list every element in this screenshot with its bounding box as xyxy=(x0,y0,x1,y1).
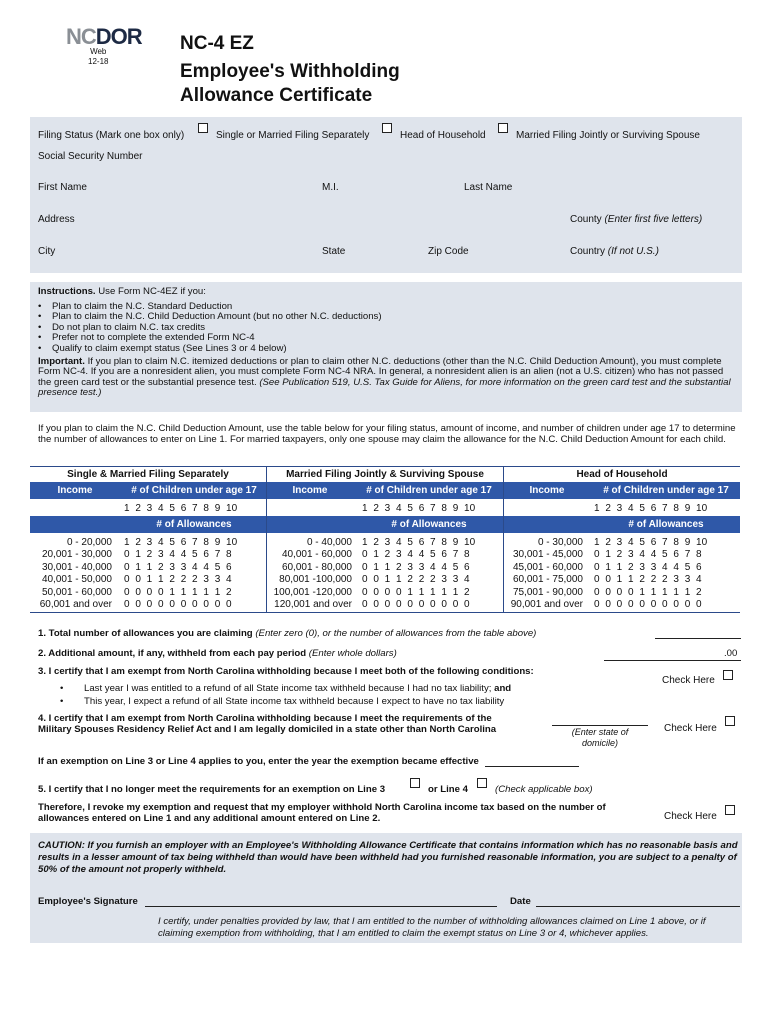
joint-label: Married Filing Jointly or Surviving Spouse xyxy=(516,130,700,141)
allowance-values: 1 2 3 4 5 6 7 8 9 10 0 1 2 3 4 4 5 6 7 8 0 1 1 2 3 3 4 4 5 6 0 0 1 1 2 2 2 3 3 4 0 0 0 0 1 1 1 1 1 2 0 0 0 0 0 0 0 0 0 0 xyxy=(594,537,708,611)
line-3-label: 3. I certify that I am exempt from North Carolina withholding because I meet both of the following conditions: xyxy=(38,666,534,677)
city-label: City xyxy=(38,246,56,257)
list-item: • Do not plan to claim N.C. tax credits xyxy=(38,323,738,334)
children-numbers: 1 2 3 4 5 6 7 8 9 10 xyxy=(124,503,238,514)
allowance-values: 1 2 3 4 5 6 7 8 9 10 0 1 2 3 4 4 5 6 7 8 0 1 1 2 3 3 4 4 5 6 0 0 1 1 2 2 2 3 3 4 0 0 0 0 1 1 1 1 1 2 0 0 0 0 0 0 0 0 0 0 xyxy=(362,537,476,611)
joint-checkbox[interactable] xyxy=(498,123,508,133)
date-label: Date xyxy=(510,896,531,907)
column-header: Income xyxy=(57,485,93,496)
exempt-year-label: If an exemption on Line 3 or Line 4 applies to you, enter the year the exemption became effective xyxy=(38,756,479,767)
table-header-bar xyxy=(30,482,740,499)
line-5-or-line4: or Line 4 xyxy=(428,784,468,795)
column-header: # of Children under age 17 xyxy=(131,485,257,496)
table-group-title: Single & Married Filing Separately xyxy=(30,466,266,482)
form-number: NC-4 EZ xyxy=(180,33,254,54)
column-header: Income xyxy=(529,485,565,496)
ncdor-logo: NCDOR xyxy=(66,24,142,49)
line-5-line4-checkbox[interactable] xyxy=(477,778,487,788)
head-of-household-checkbox[interactable] xyxy=(382,123,392,133)
signature-label: Employee's Signature xyxy=(38,896,138,907)
mi-label: M.I. xyxy=(322,182,339,193)
line-4-state-input[interactable] xyxy=(552,725,648,726)
address-label: Address xyxy=(38,214,75,225)
income-column: 0 - 30,000 30,001 - 45,000 45,001 - 60,000 60,001 - 75,000 75,001 - 90,000 90,001 and over xyxy=(510,537,583,611)
children-numbers: 1 2 3 4 5 6 7 8 9 10 xyxy=(362,503,476,514)
list-item: • Plan to claim the N.C. Child Deduction Amount (but no other N.C. deductions) xyxy=(38,312,738,323)
certification-text: I certify, under penalties provided by law, that I am entitled to the number of withholding allowances claimed on Line 1 above, or if claiming exemption from withholding, that I am entitled to claim the exempt status on Line 3 or 4, whichever applies. xyxy=(158,916,706,939)
date-input[interactable] xyxy=(536,906,740,907)
income-column: 0 - 40,000 40,001 - 60,000 60,001 - 80,000 80,001 -100,000 100,001 -120,000 120,001 and over xyxy=(273,537,352,611)
first-name-label: First Name xyxy=(38,182,87,193)
single-label: Single or Married Filing Separately xyxy=(216,130,370,141)
line-5-check-label: Check Here xyxy=(664,811,717,822)
page-title: Employee's Withholding Allowance Certificate xyxy=(180,61,400,106)
list-item: • Plan to claim the N.C. Standard Deduction xyxy=(38,302,738,313)
column-header: # of Allowances xyxy=(628,519,704,530)
line-3-condition-2: • This year, I expect a refund of all State income tax withheld because I expect to have no tax liability xyxy=(60,696,505,707)
important-note: Important. If you plan to claim N.C. itemized deductions or plan to claim other N.C. deductions (other than the N.C. Child Deduction Amount), you must complete Form NC-4. If you are a nonresident alien, you must complete Form NC-4 NRA. In general, a nonresident alien is an alien (not a U.S. citizen) who has not passed the green card test or the substantial presence test. (See Publication 519, U.S. Tax Guide for Aliens, for more information on the green card test and the substantial presence test.) xyxy=(38,355,731,399)
ssn-label: Social Security Number xyxy=(38,151,143,162)
table-bottom-rule xyxy=(30,612,740,613)
column-header: # of Children under age 17 xyxy=(603,485,729,496)
instructions-list xyxy=(38,302,738,355)
line-3-checkbox[interactable] xyxy=(723,670,733,680)
line-5-note: (Check applicable box) xyxy=(495,784,593,795)
last-name-label: Last Name xyxy=(464,182,513,193)
county-label: County (Enter first five letters) xyxy=(570,214,703,225)
state-label: State xyxy=(322,246,346,257)
column-header: # of Children under age 17 xyxy=(366,485,492,496)
allowances-header-bar xyxy=(30,516,740,533)
line-2-cents: .00 xyxy=(724,648,738,659)
column-header: # of Allowances xyxy=(391,519,467,530)
income-column: 0 - 20,000 20,001 - 30,000 30,001 - 40,000 40,001 - 50,000 50,001 - 60,000 60,001 and over xyxy=(39,537,112,611)
line-5-revoke-checkbox[interactable] xyxy=(725,805,735,815)
line-1-label: 1. Total number of allowances you are claiming (Enter zero (0), or the number of allowances from the table above) xyxy=(38,628,537,639)
line-4-label: 4. I certify that I am exempt from North Carolina withholding because I meet the requirements of the Military Spouses Residency Relief Act and I am legally domiciled in a state other than North Carolina xyxy=(38,713,497,735)
filing-status-label: Filing Status (Mark one box only) xyxy=(38,130,185,141)
line-4-check-label: Check Here xyxy=(664,723,717,734)
line-4-state-note: (Enter state of domicile) xyxy=(571,727,629,748)
country-label: Country (If not U.S.) xyxy=(570,246,659,257)
line-3-check-label: Check Here xyxy=(662,675,715,686)
line-1-input[interactable] xyxy=(655,638,741,639)
list-item: • Qualify to claim exempt status (See Lines 3 or 4 below) xyxy=(38,344,738,355)
logo-revision: Web 12-18 xyxy=(88,47,109,66)
table-group-title: Head of Household xyxy=(504,466,740,482)
line-3-condition-1: • Last year I was entitled to a refund of all State income tax withheld because I had no tax liability; and xyxy=(60,683,512,694)
line-5-label: 5. I certify that I no longer meet the requirements for an exemption on Line 3 xyxy=(38,784,386,795)
line-2-label: 2. Additional amount, if any, withheld from each pay period (Enter whole dollars) xyxy=(38,648,397,659)
allowance-values: 1 2 3 4 5 6 7 8 9 10 0 1 2 3 4 4 5 6 7 8 0 1 1 2 3 3 4 4 5 6 0 0 1 1 2 2 2 3 3 4 0 0 0 0 1 1 1 1 1 2 0 0 0 0 0 0 0 0 0 0 xyxy=(124,537,238,611)
zip-label: Zip Code xyxy=(428,246,469,257)
child-deduction-paragraph: If you plan to claim the N.C. Child Deduction Amount, use the table below for your filing status, amount of income, and number of children under age 17 to determine the number of allowances to enter on Line 1. For married taxpayers, only one spouse may claim the allowance for the N.C. Child Deduction Amount for each child. xyxy=(38,423,736,445)
head-of-household-label: Head of Household xyxy=(400,130,486,141)
line-2-input[interactable] xyxy=(604,660,741,661)
column-header: Income xyxy=(292,485,328,496)
exempt-year-input[interactable] xyxy=(485,766,579,767)
signature-input[interactable] xyxy=(145,906,497,907)
instructions: Instructions. Use Form NC-4EZ if you: • Plan to claim the N.C. Standard Deduction • Plan to claim the N.C. Child Deduction Amount (but no other N.C. deductions) • Do not plan to claim N.C. tax credits • Prefer not to complete the extended Form NC-4 • Qualify to claim exempt status (See Lines 3 or 4 below) Important. If you plan to claim N.C. itemized deductions or plan to claim other N.C. deductions (other than the N.C. Child Deduction Amount), you must complete Form NC-4. If you are a nonresident alien, you must complete Form NC-4 NRA. In general, a nonresident alien is an alien (not a U.S. citizen) who has not passed the green card test or the substantial presence test. (See Publication 519, U.S. Tax Guide for Aliens, for more information on the green card test and the substantial presence test.) xyxy=(38,287,738,399)
line-5-line3-checkbox[interactable] xyxy=(410,778,420,788)
list-item: • Prefer not to complete the extended Form NC-4 xyxy=(38,333,738,344)
single-checkbox[interactable] xyxy=(198,123,208,133)
caution-text: CAUTION: If you furnish an employer with an Employee's Withholding Allowance Certificate that contains information which has no reasonable basis and results in a lesser amount of tax being withheld than would have been withheld had you furnished reasonable information, you are subject to a penalty of 50% of the amount not properly withheld. xyxy=(38,840,738,875)
table-group-title: Married Filing Jointly & Surviving Spouse xyxy=(267,466,503,482)
column-header: # of Allowances xyxy=(156,519,232,530)
revoke-statement: Therefore, I revoke my exemption and request that my employer withhold North Carolina income tax based on the number of allowances entered on Line 1 and any additional amount entered on Line 2. xyxy=(38,802,606,824)
children-numbers: 1 2 3 4 5 6 7 8 9 10 xyxy=(594,503,708,514)
line-4-checkbox[interactable] xyxy=(725,716,735,726)
